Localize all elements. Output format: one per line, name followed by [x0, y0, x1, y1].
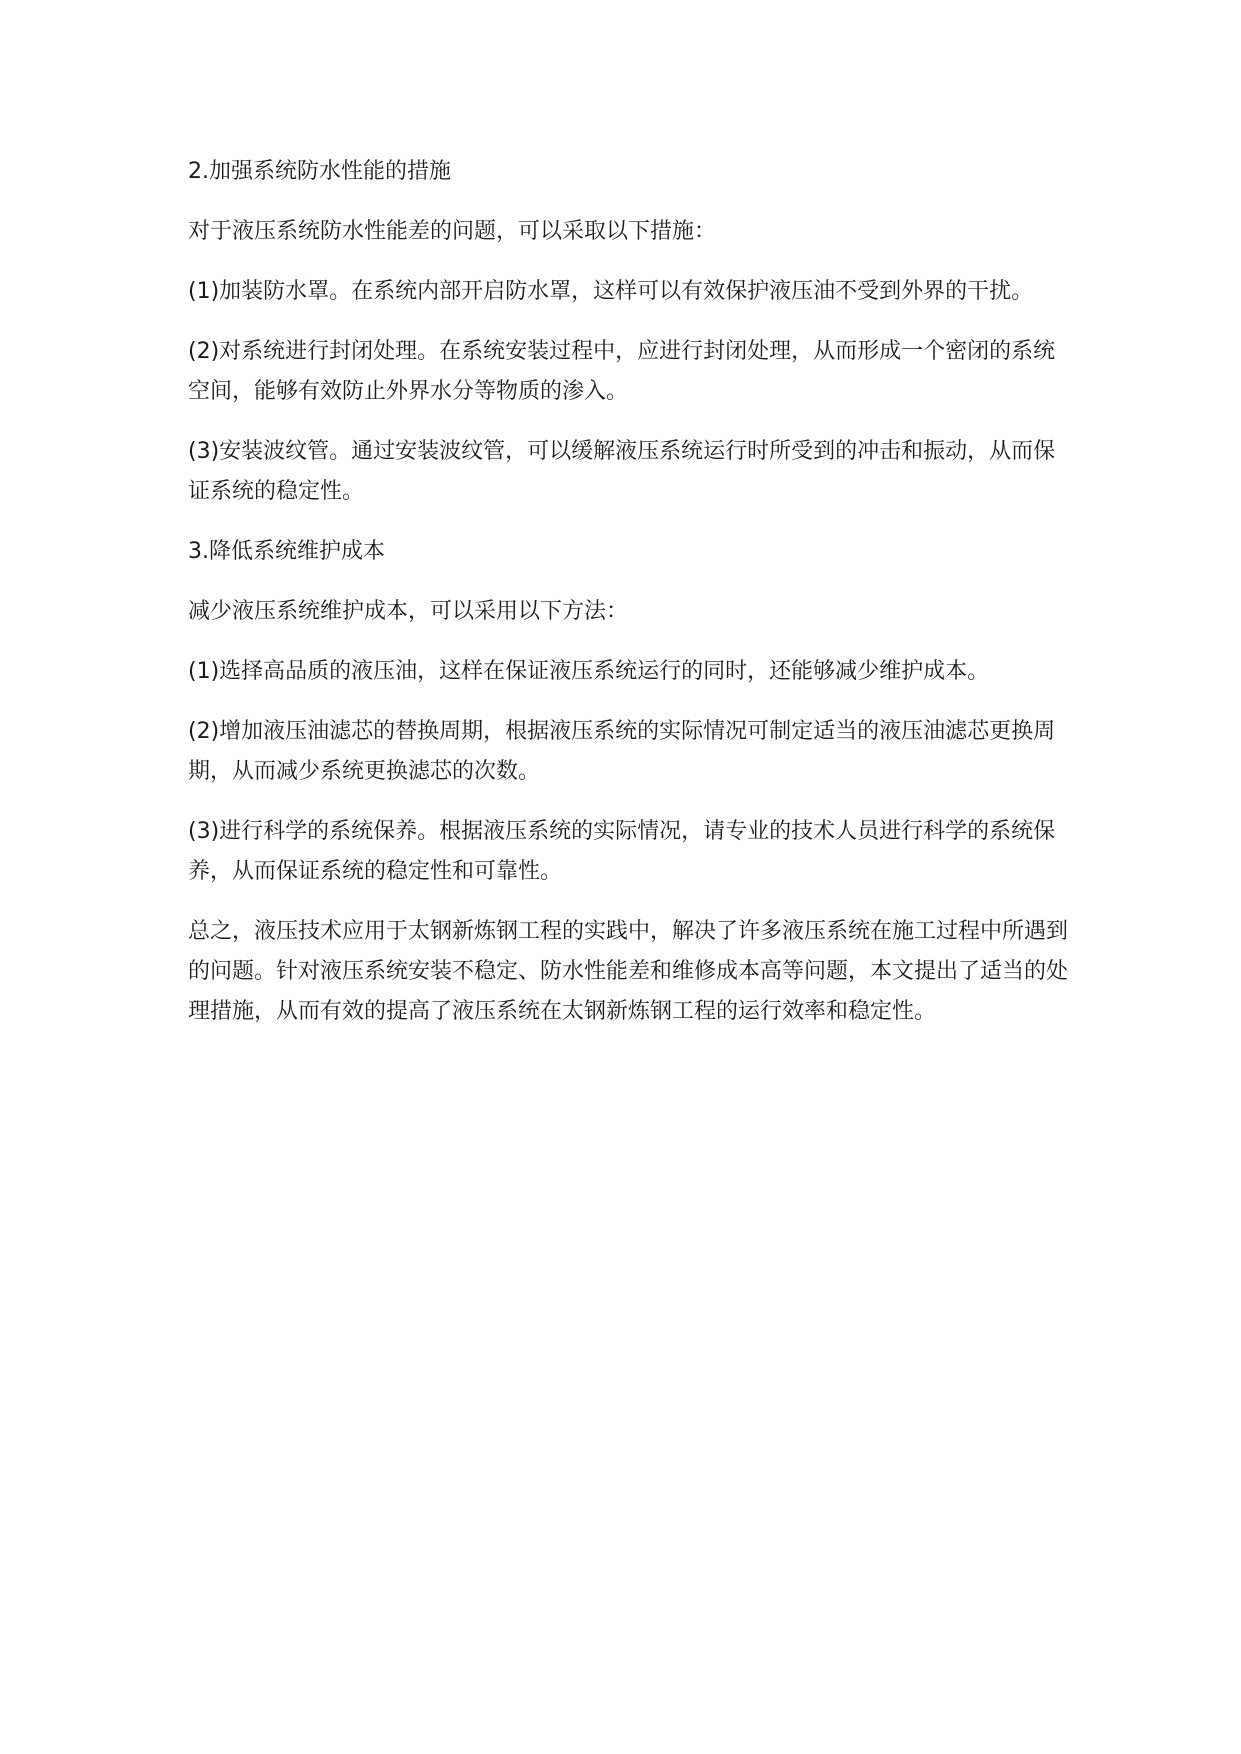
document-body: [188, 152, 1068, 1052]
list-item-sealing: (2)对系统进行封闭处理。在系统安装过程中，应进行封闭处理，从而形成一个密闭的系统空间，能够有效防止外界水分等物质的渗入。: [188, 339, 1056, 404]
list-item-filter-cycle: (2)增加液压油滤芯的替换周期，根据液压系统的实际情况可制定适当的液压油滤芯更换周期，从而减少系统更换滤芯的次数。: [188, 719, 1056, 784]
section-heading-waterproof: 2.加强系统防水性能的措施: [188, 159, 451, 184]
list-item-oil-quality: (1)选择高品质的液压油，这样在保证液压系统运行的同时，还能够减少维护成本。: [188, 659, 990, 684]
list-item-bellows: (3)安装波纹管。通过安装波纹管，可以缓解液压系统运行时所受到的冲击和振动，从而保证系统的稳定性。: [188, 439, 1056, 504]
list-item-scientific-maintenance: (3)进行科学的系统保养。根据液压系统的实际情况，请专业的技术人员进行科学的系统保养，从而保证系统的稳定性和可靠性。: [188, 819, 1056, 884]
paragraph-waterproof-intro: 对于液压系统防水性能差的问题，可以采取以下措施：: [188, 219, 717, 244]
paragraph-maintenance-intro: 减少液压系统维护成本，可以采用以下方法：: [188, 599, 629, 624]
section-heading-maintenance: 3.降低系统维护成本: [188, 539, 385, 564]
paragraph-conclusion: 总之，液压技术应用于太钢新炼钢工程的实践中，解决了许多液压系统在施工过程中所遇到的问题。针对液压系统安装不稳定、防水性能差和维修成本高等问题，本文提出了适当的处理措施，从而有效的提高了液压系统在太钢新炼钢工程的运行效率和稳定性。: [188, 919, 1069, 1024]
list-item-waterproof-cover: (1)加装防水罩。在系统内部开启防水罩，这样可以有效保护液压油不受到外界的干扰。: [188, 279, 1034, 304]
